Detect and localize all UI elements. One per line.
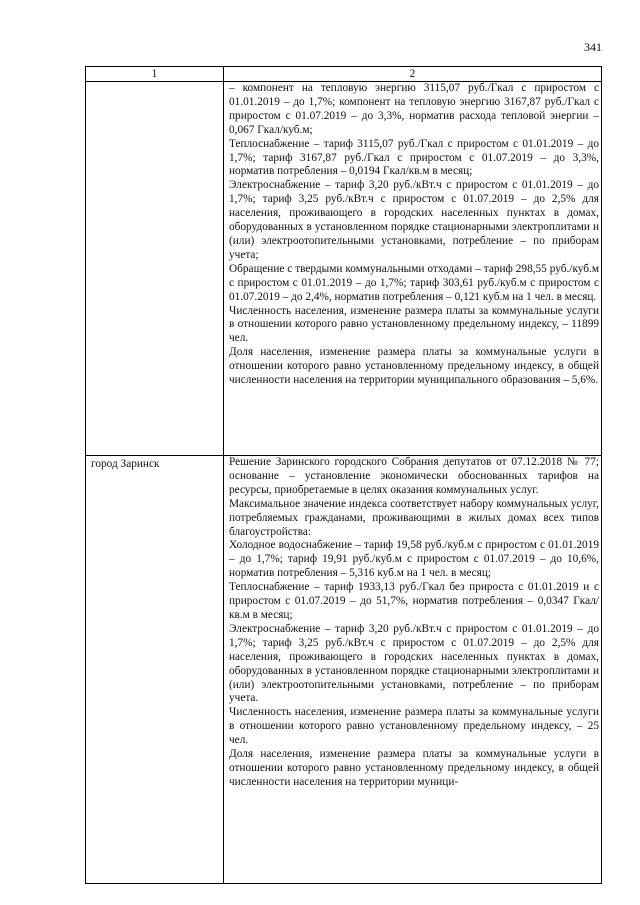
municipality-cell: [86, 456, 224, 884]
column-header-1: 1: [86, 67, 224, 82]
paragraph: Обращение с твердыми коммунальными отходами – тариф 298,55 руб./куб.м с приростом с 01.01.2019 – до 1,7%; тариф 303,61 руб./куб.м с приростом с 01.07.2019 – до 2,4%, норматив потребления – 0,121 куб.м на 1 чел. в месяц.: [229, 262, 599, 303]
paragraph: Холодное водоснабжение – тариф 19,58 руб./куб.м с приростом с 01.01.2019 – до 1,7%; тариф 19,91 руб./куб.м с приростом с 01.07.2019 – до 10,6%, норматив потребления – 5,316 куб.м на 1 чел. в месяц;: [229, 539, 599, 580]
paragraph: Доля населения, изменение размера платы за коммунальные услуги в отношении которого равно установленному предельному индексу, в общей численности населения на территории муниципального образования – 5,6%.: [229, 346, 599, 387]
municipality-cell: [86, 82, 224, 456]
description-cell: [224, 456, 602, 884]
paragraph: Электроснабжение – тариф 3,20 руб./кВт.ч с приростом с 01.01.2019 – до 1,7%; тариф 3,25 руб./кВт.ч с приростом с 01.07.2019 – до 2,5% для населения, проживающего в городских населенных пунктах в домах, оборудованных в установленном порядке стационарными электроплитами и (или) электроотопительными установками, потребление – по приборам учета;: [229, 179, 599, 261]
tariff-table: [85, 66, 602, 884]
paragraph: Теплоснабжение – тариф 1933,13 руб./Гкал без прироста с 01.01.2019 и с приростом с 01.07.2019 – до 51,7%, норматив потребления – 0,0347 Гкал/кв.м в месяц;: [229, 581, 599, 621]
paragraph: Электроснабжение – тариф 3,20 руб./кВт.ч с приростом с 01.01.2019 – до 1,7%; тариф 3,25 руб./кВт.ч с приростом с 01.07.2019 – до 2,5% для населения, проживающего в городских населенных пунктах в домах, оборудованных в установленном порядке стационарными электроплитами и (или) электроотопительными установками, потребление – по приборам учета.: [229, 622, 599, 705]
municipality-name: [91, 82, 221, 84]
column-header-2: 2: [224, 67, 602, 82]
paragraph: – компонент на тепловую энергию 3115,07 руб./Гкал с приростом с 01.01.2019 – до 1,7%; компонент на тепловую энергию 3167,87 руб./Гкал с приростом с 01.07.2019 – до 3,3%, норматив расхода тепловой энергии – 0,067 Гкал/куб.м;: [229, 82, 599, 136]
page-number: 341: [584, 40, 602, 54]
paragraph: Численность населения, изменение размера платы за коммунальные услуги в отношении которого равно установленному предельному индексу, – 25 чел.: [229, 706, 599, 747]
paragraph: Теплоснабжение – тариф 3115,07 руб./Гкал с приростом с 01.01.2019 – до 1,7%; тариф 3167,87 руб./Гкал с приростом с 01.07.2019 – до 3,3%, норматив потребления – 0,0194 Гкал/кв.м в месяц;: [229, 137, 599, 178]
description-cell: [224, 82, 602, 456]
paragraph: Доля населения, изменение размера платы за коммунальные услуги в отношении которого равно установленному предельному индексу, в общей численности населения на территории муници-: [229, 748, 599, 788]
paragraph: Численность населения, изменение размера платы за коммунальные услуги в отношении которого равно установленному предельному индексу, – 11899 чел.: [229, 304, 599, 345]
table-row: [86, 456, 602, 884]
paragraph: Решение Заринского городского Собрания депутатов от 07.12.2018 № 77; основание – установление экономически обоснованных тарифов на ресурсы, приобретаемые в целях оказания коммунальных услуг.: [229, 456, 599, 496]
paragraph: Максимальное значение индекса соответствует набору коммунальных услуг, потребляемых гражданами, проживающими в жилых домах всех типов благоустройства:: [229, 497, 599, 538]
table-row: [86, 82, 602, 456]
table-header-row: [86, 67, 602, 82]
municipality-name: город Заринск: [91, 458, 160, 470]
